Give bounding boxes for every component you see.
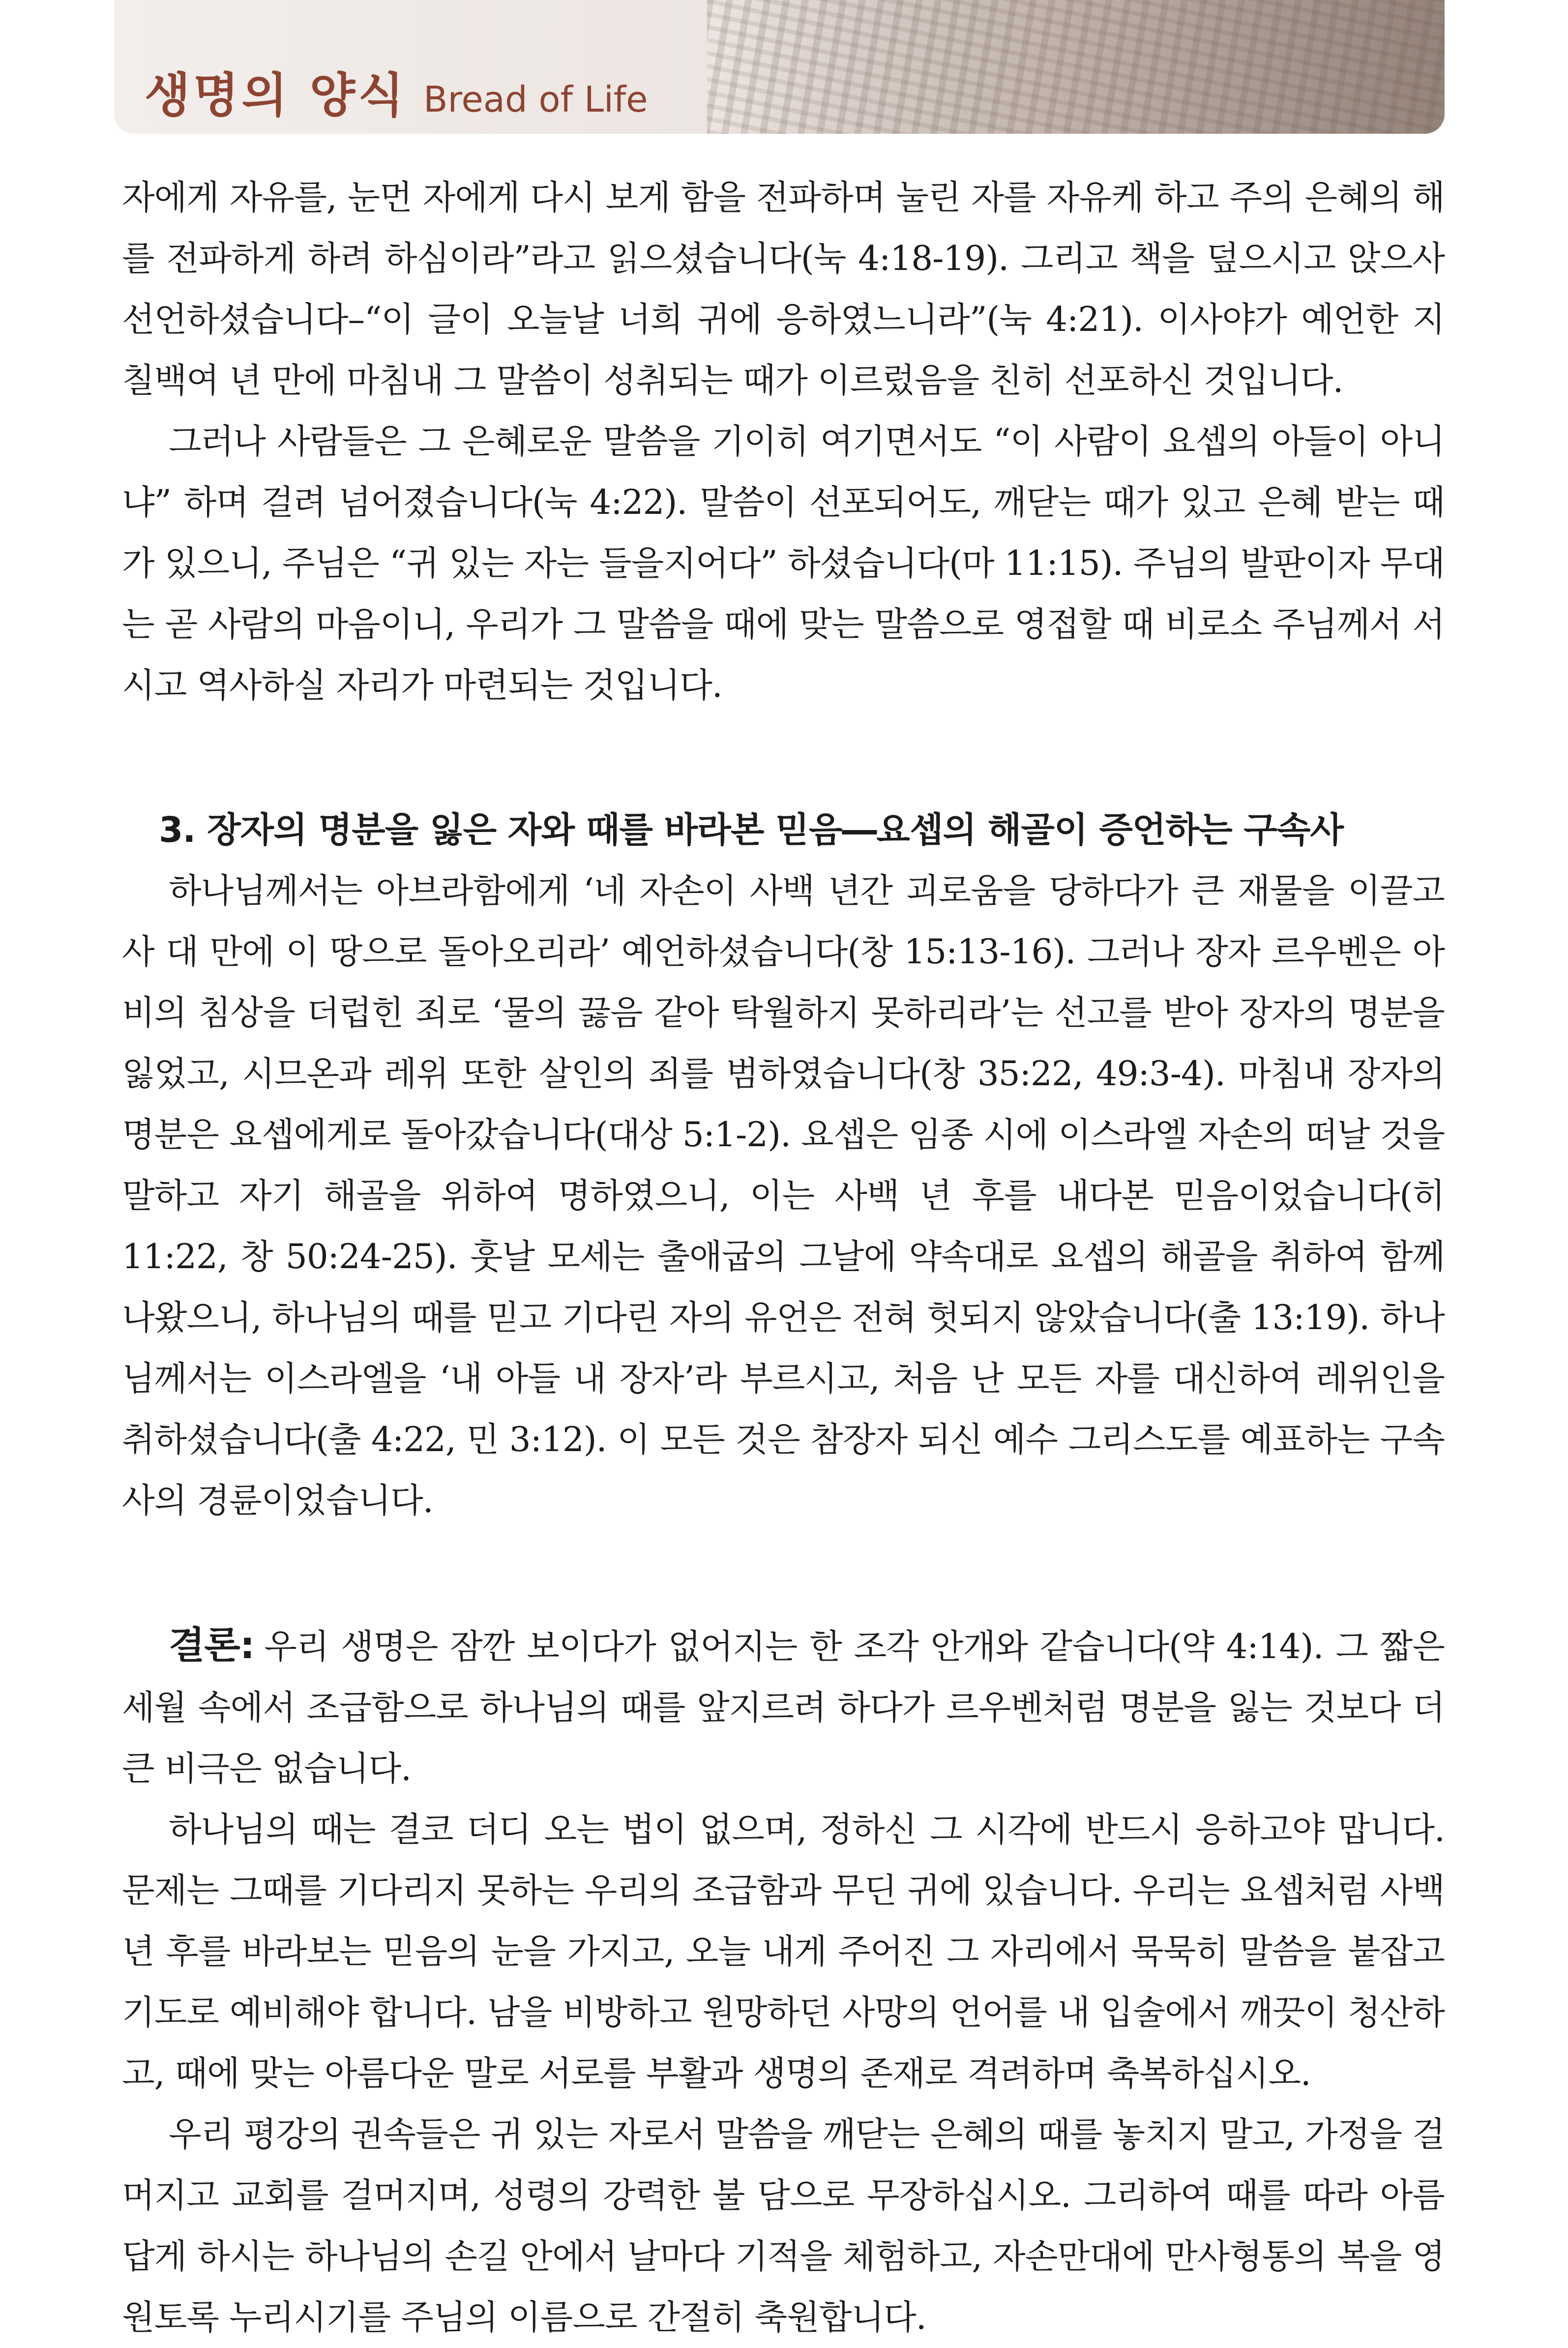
paragraph-2: 그러나 사람들은 그 은혜로운 말씀을 기이히 여기면서도 “이 사람이 요셉의 아들이 아니냐” 하며 걸려 넘어졌습니다(눅 4:22). 말씀이 선포되어도, 깨닫는 때가 있고 은혜 받는 때가 있으니, 주님은 “귀 있는 자는 들을지어다” 하셨습니다(마 11:15). 주님의 발판이자 무대는 곧 사람의 마음이니, 우리가 그 말씀을 때에 맞는 말씀으로 영접할 때 비로소 주님께서 서시고 역사하실 자리가 마련되는 것입니다. [122, 422, 1445, 705]
section-title-english: Bread of Life [423, 79, 648, 120]
paragraph-5: 하나님의 때는 결코 더디 오는 법이 없으며, 정하신 그 시각에 반드시 응하고야 맙니다. 문제는 그때를 기다리지 못하는 우리의 조급함과 무딘 귀에 있습니다. 우리는 요셉처럼 사백 년 후를 바라보는 믿음의 눈을 가지고, 오늘 내게 주어진 그 자리에서 묵묵히 말씀을 붙잡고 기도로 예비해야 합니다. 남을 비방하고 원망하던 사망의 언어를 내 입술에서 깨끗이 청산하고, 때에 맞는 아름다운 말로 서로를 부활과 생명의 존재로 격려하며 축복하십시오. [122, 1810, 1445, 2093]
article-body [122, 167, 1445, 2348]
header-photo [707, 0, 1445, 134]
paragraph-3: 하나님께서는 아브라함에게 ‘네 자손이 사백 년간 괴로움을 당하다가 큰 재물을 이끌고 사 대 만에 이 땅으로 돌아오리라’ 예언하셨습니다(창 15:13-16). 그러나 장자 르우벤은 아비의 침상을 더럽힌 죄로 ‘물의 끓음 같아 탁월하지 못하리라’는 선고를 받아 장자의 명분을 잃었고, 시므온과 레위 또한 살인의 죄를 범하였습니다(창 35:22, 49:3-4). 마침내 장자의 명분은 요셉에게로 돌아갔습니다(대상 5:1-2). 요셉은 임종 시에 이스라엘 자손의 떠날 것을 말하고 자기 해골을 위하여 명하였으니, 이는 사백 년 후를 내다본 믿음이었습니다(히 11:22, 창 50:24-25). 훗날 모세는 출애굽의 그날에 약속대로 요셉의 해골을 취하여 함께 나왔으니, 하나님의 때를 믿고 기다린 자의 유언은 전혀 헛되지 않았습니다(출 13:19). 하나님께서는 이스라엘을 ‘내 아들 내 장자’라 부르시고, 처음 난 모든 자를 대신하여 레위인을 취하셨습니다(출 4:22, 민 3:12). 이 모든 것은 참장자 되신 예수 그리스도를 예표하는 구속사의 경륜이었습니다. [122, 871, 1445, 1520]
conclusion-label: 결론: [169, 1623, 255, 1667]
header-title [145, 58, 648, 125]
paragraph-1: 자에게 자유를, 눈먼 자에게 다시 보게 함을 전파하며 눌린 자를 자유케 하고 주의 은혜의 해를 전파하게 하려 하심이라”라고 읽으셨습니다(눅 4:18-19). 그리고 책을 덮으시고 앉으사 선언하셨습니다–“이 글이 오늘날 너희 귀에 응하였느니라”(눅 4:21). 이사야가 예언한 지 칠백여 년 만에 마침내 그 말씀이 성취되는 때가 이르렀음을 친히 선포하신 것입니다. [122, 178, 1445, 400]
conclusion-text: 우리 생명은 잠깐 보이다가 없어지는 한 조각 안개와 같습니다(약 4:14). 그 짧은 세월 속에서 조급함으로 하나님의 때를 앞지르려 하다가 르우벤처럼 명분을 잃는 것보다 더 큰 비극은 없습니다. [122, 1627, 1445, 1788]
paragraph-6: 우리 평강의 권속들은 귀 있는 자로서 말씀을 깨닫는 은혜의 때를 놓치지 말고, 가정을 걸머지고 교회를 걸머지며, 성령의 강력한 불 담으로 무장하십시오. 그리하여 때를 따라 아름답게 하시는 하나님의 손길 안에서 날마다 기적을 체험하고, 자손만대에 만사형통의 복을 영원토록 누리시기를 주님의 이름으로 간절히 축원합니다. [122, 2115, 1445, 2337]
page-header [114, 0, 1445, 134]
section-heading-3: 3. 장자의 명분을 잃은 자와 때를 바라본 믿음―요셉의 해골이 증언하는 구속사 [159, 809, 1344, 850]
conclusion-paragraph [122, 1615, 1445, 1799]
section-title-korean: 생명의 양식 [145, 68, 407, 123]
